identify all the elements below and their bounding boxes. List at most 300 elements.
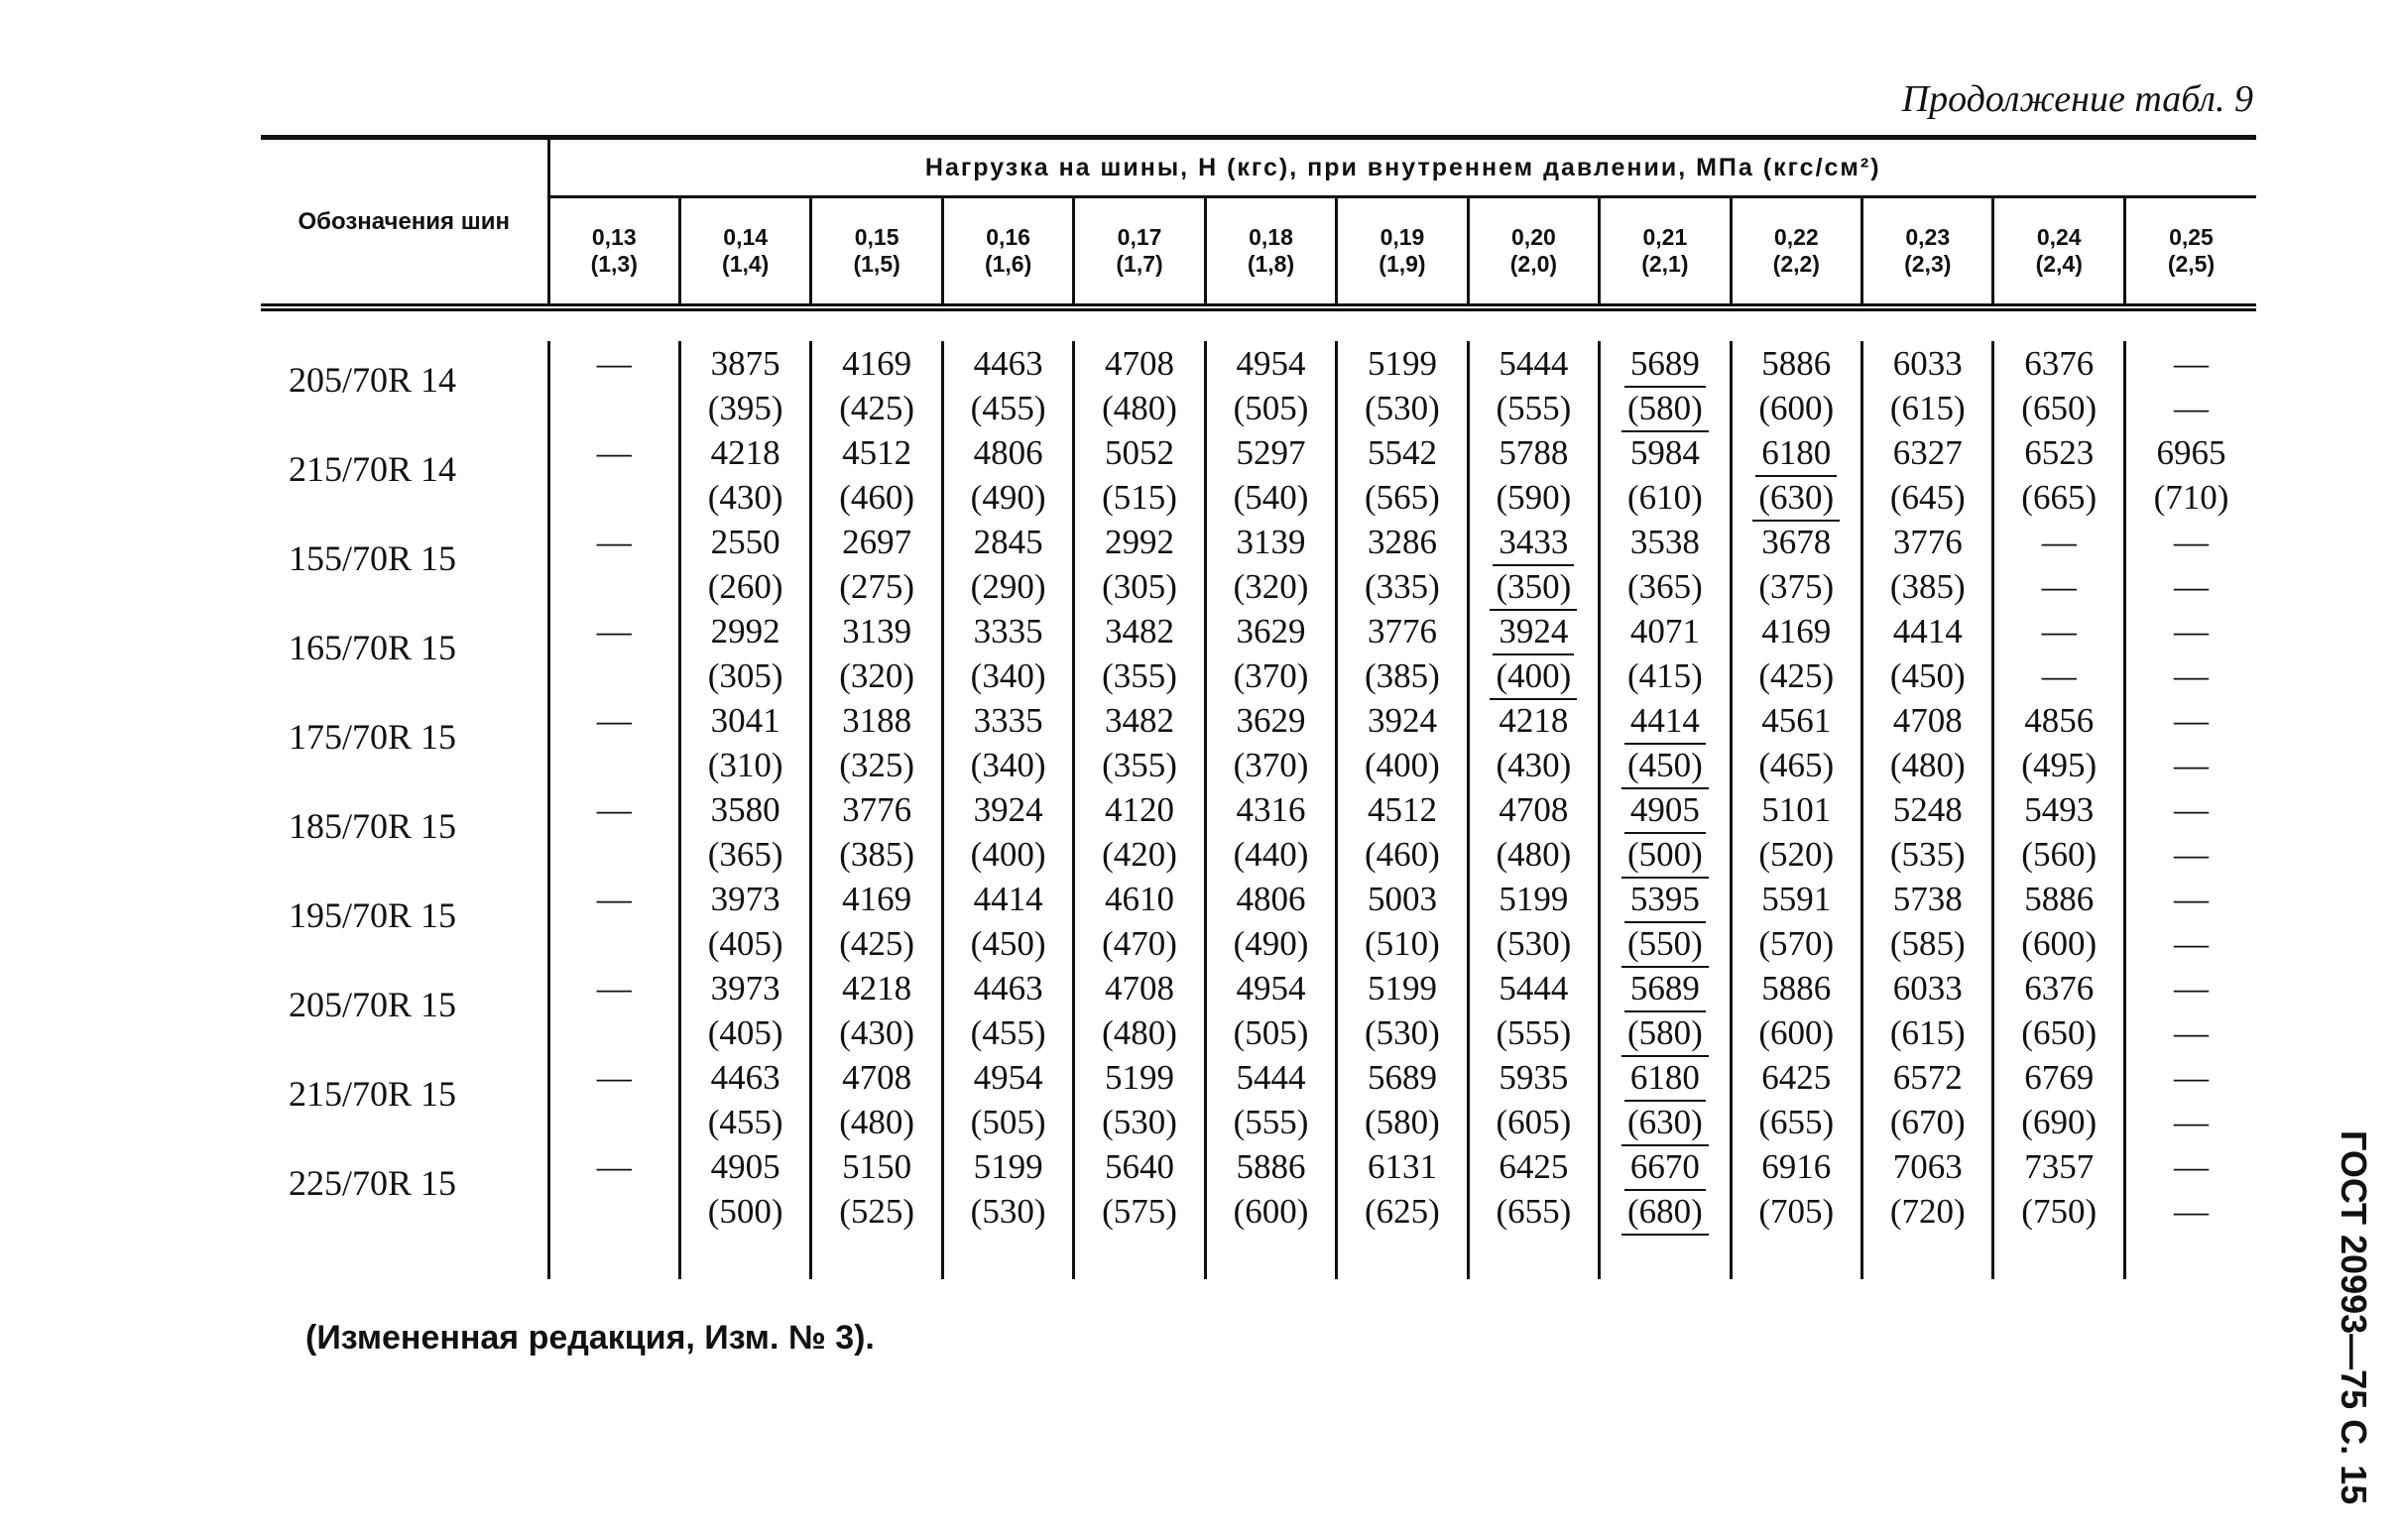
load-kgf: (625) xyxy=(1365,1192,1440,1231)
load-kgf: (480) xyxy=(1102,389,1177,427)
load-newtons: 5199 xyxy=(1367,344,1437,383)
load-newtons: 5003 xyxy=(1367,880,1437,918)
load-newtons: 2992 xyxy=(710,612,780,651)
load-cell xyxy=(1862,877,1993,966)
load-kgf: (305) xyxy=(707,656,783,695)
load-cell xyxy=(548,966,679,1055)
load-cell xyxy=(1731,520,1861,609)
load-cell xyxy=(1993,341,2124,430)
load-newtons: 5395 xyxy=(1624,880,1706,923)
load-kgf: (420) xyxy=(1102,835,1177,874)
load-newtons: 7357 xyxy=(2024,1147,2095,1186)
load-kgf: (365) xyxy=(707,835,783,874)
tire-designation: 215/70R 14 xyxy=(261,430,548,520)
load-kgf: (430) xyxy=(707,478,783,517)
load-newtons: 4954 xyxy=(1236,344,1306,383)
load-newtons: 4414 xyxy=(973,880,1043,918)
load-kgf: — xyxy=(2173,1103,2209,1141)
load-kgf: (615) xyxy=(1889,389,1966,427)
load-kgf: (340) xyxy=(970,656,1046,695)
load-kgf: (260) xyxy=(707,567,783,606)
load-kgf: (480) xyxy=(1102,1013,1177,1052)
load-cell xyxy=(548,341,679,430)
table-row xyxy=(261,966,2256,1055)
load-cell xyxy=(811,609,942,698)
load-cell xyxy=(1862,520,1993,609)
pressure-header xyxy=(548,197,679,308)
load-cell xyxy=(811,1144,942,1234)
load-newtons: 2845 xyxy=(973,523,1043,561)
load-kgf: (555) xyxy=(1233,1103,1309,1141)
load-kgf: (555) xyxy=(1496,389,1572,427)
pressure-header xyxy=(942,197,1073,308)
load-cell xyxy=(2124,520,2256,609)
load-cell xyxy=(1337,966,1468,1055)
table-row xyxy=(261,609,2256,698)
load-cell xyxy=(1074,877,1205,966)
load-newtons: 5493 xyxy=(2024,790,2095,829)
pressure-header xyxy=(2124,197,2256,308)
pressure-header xyxy=(1468,197,1599,308)
load-kgf: (425) xyxy=(839,389,915,427)
table-row xyxy=(261,698,2256,787)
load-cell xyxy=(1205,787,1336,877)
load-newtons: 5199 xyxy=(973,1147,1043,1186)
load-kgf: (690) xyxy=(2021,1103,2098,1141)
load-newtons: 6425 xyxy=(1499,1147,1569,1186)
pressure-kgf: (2,0) xyxy=(1509,251,1558,277)
load-kgf: (500) xyxy=(707,1192,783,1231)
load-kgf: (530) xyxy=(970,1192,1046,1231)
load-cell xyxy=(548,1144,679,1234)
load-cell xyxy=(1468,1144,1599,1234)
table-row xyxy=(261,430,2256,520)
load-kgf: (415) xyxy=(1626,656,1703,695)
load-newtons: 6670 xyxy=(1624,1147,1706,1191)
load-newtons: 3482 xyxy=(1105,701,1175,740)
load-newtons: — xyxy=(2173,701,2209,740)
load-newtons: 2992 xyxy=(1105,523,1175,561)
load-newtons: 3335 xyxy=(973,612,1043,651)
load-newtons: — xyxy=(2173,1058,2209,1097)
load-newtons: 3629 xyxy=(1236,701,1306,740)
load-newtons: 4512 xyxy=(1367,790,1437,829)
load-kgf: (530) xyxy=(1496,924,1572,963)
load-newtons: 6131 xyxy=(1367,1147,1437,1186)
tire-designation: 205/70R 15 xyxy=(261,966,548,1055)
load-cell xyxy=(1862,1144,1993,1234)
load-newtons: — xyxy=(596,1147,632,1186)
load-cell xyxy=(1205,1055,1336,1144)
load-kgf: (605) xyxy=(1496,1103,1572,1141)
load-newtons: — xyxy=(2173,523,2209,561)
load-cell xyxy=(1337,341,1468,430)
tire-designation-header: Обозначения шин xyxy=(261,138,548,308)
load-newtons: — xyxy=(596,880,632,918)
load-kgf: (495) xyxy=(2021,746,2098,784)
load-kgf: (325) xyxy=(839,746,915,784)
load-cell xyxy=(1468,787,1599,877)
load-kgf: (505) xyxy=(1233,389,1309,427)
load-cell xyxy=(942,966,1073,1055)
load-kgf: (425) xyxy=(839,924,915,963)
load-newtons: 4120 xyxy=(1105,790,1175,829)
load-newtons: — xyxy=(2041,612,2077,651)
load-kgf: (370) xyxy=(1233,656,1309,695)
load-kgf: (365) xyxy=(1626,567,1703,606)
load-cell xyxy=(1468,609,1599,698)
load-kgf: (600) xyxy=(1758,1013,1835,1052)
load-kgf: (290) xyxy=(970,567,1046,606)
load-cell xyxy=(1600,430,1731,520)
tire-designation: 175/70R 15 xyxy=(261,698,548,787)
load-cell xyxy=(1074,520,1205,609)
load-newtons: 3188 xyxy=(842,701,912,740)
load-newtons: 4463 xyxy=(710,1058,780,1097)
load-newtons: 4218 xyxy=(1499,701,1569,740)
load-cell xyxy=(1205,698,1336,787)
load-newtons: 4610 xyxy=(1105,880,1175,918)
load-newtons: 6769 xyxy=(2024,1058,2095,1097)
load-cell xyxy=(1468,430,1599,520)
load-newtons: 4905 xyxy=(1624,790,1706,834)
load-kgf: (585) xyxy=(1889,924,1966,963)
load-cell xyxy=(1862,1055,1993,1144)
load-cell xyxy=(679,1055,810,1144)
load-kgf: (630) xyxy=(1621,1103,1709,1146)
load-cell xyxy=(1731,966,1861,1055)
load-kgf: (455) xyxy=(970,389,1046,427)
load-cell xyxy=(942,520,1073,609)
load-kgf: (465) xyxy=(1758,746,1835,784)
load-newtons: 5199 xyxy=(1367,969,1437,1007)
load-kgf: (540) xyxy=(1233,478,1309,517)
load-kgf: (385) xyxy=(1889,567,1966,606)
load-newtons: 5886 xyxy=(1236,1147,1306,1186)
load-newtons: 6180 xyxy=(1624,1058,1706,1102)
load-kgf: (385) xyxy=(839,835,915,874)
load-kgf: (510) xyxy=(1365,924,1440,963)
load-cell xyxy=(1862,609,1993,698)
load-newtons: 3678 xyxy=(1761,523,1832,561)
load-newtons: 3776 xyxy=(1892,523,1963,561)
load-cell xyxy=(1993,1144,2124,1234)
load-cell xyxy=(1731,609,1861,698)
load-newtons: 6425 xyxy=(1761,1058,1832,1097)
pressure-mpa: 0,23 xyxy=(1905,224,1951,250)
load-cell xyxy=(679,1144,810,1234)
load-cell xyxy=(2124,1055,2256,1144)
load-kgf: (440) xyxy=(1233,835,1309,874)
load-kgf: (400) xyxy=(970,835,1046,874)
load-cell xyxy=(679,341,810,430)
pressure-kgf: (2,4) xyxy=(2035,251,2083,277)
load-kgf: (310) xyxy=(707,746,783,784)
load-newtons: 3924 xyxy=(1493,612,1574,655)
load-kgf: (630) xyxy=(1752,478,1840,522)
pressure-header xyxy=(1731,197,1861,308)
load-newtons: — xyxy=(596,1058,632,1097)
load-newtons: 7063 xyxy=(1892,1147,1963,1186)
load-cell xyxy=(2124,341,2256,430)
load-cell xyxy=(1468,877,1599,966)
load-newtons: 5788 xyxy=(1499,433,1569,472)
load-newtons: 3041 xyxy=(710,701,780,740)
load-newtons: 4414 xyxy=(1892,612,1963,651)
load-newtons: 3973 xyxy=(710,969,780,1007)
load-kgf: (515) xyxy=(1102,478,1177,517)
pressure-mpa: 0,15 xyxy=(854,224,900,250)
load-cell xyxy=(942,787,1073,877)
load-newtons: 3924 xyxy=(1367,701,1437,740)
load-newtons: 3580 xyxy=(710,790,780,829)
load-kgf: (430) xyxy=(839,1013,915,1052)
load-cell xyxy=(1337,698,1468,787)
load-newtons: 3286 xyxy=(1367,523,1437,561)
load-cell xyxy=(548,430,679,520)
load-newtons: — xyxy=(596,523,632,561)
pressure-kgf: (1,5) xyxy=(853,251,900,277)
load-kgf: (470) xyxy=(1102,924,1177,963)
pressure-mpa: 0,21 xyxy=(1642,224,1688,250)
load-cell xyxy=(811,787,942,877)
load-kgf: (505) xyxy=(1233,1013,1309,1052)
load-kgf: (480) xyxy=(1889,746,1966,784)
load-cell xyxy=(811,877,942,966)
load-cell xyxy=(1468,1055,1599,1144)
load-newtons: — xyxy=(2173,1147,2209,1186)
load-kgf: — xyxy=(2173,924,2209,963)
load-kgf: (480) xyxy=(1496,835,1572,874)
load-cell xyxy=(1731,341,1861,430)
load-cell xyxy=(1205,520,1336,609)
load-cell xyxy=(1337,877,1468,966)
load-newtons: 6572 xyxy=(1892,1058,1963,1097)
load-cell xyxy=(1600,877,1731,966)
load-cell xyxy=(2124,609,2256,698)
load-kgf: (530) xyxy=(1365,389,1440,427)
load-newtons: — xyxy=(2173,790,2209,829)
load-kgf: — xyxy=(2041,656,2077,695)
load-cell xyxy=(1600,341,1731,430)
pressure-header xyxy=(1862,197,1993,308)
load-cell xyxy=(942,1055,1073,1144)
load-kgf: (455) xyxy=(970,1013,1046,1052)
load-kgf: (550) xyxy=(1621,924,1709,968)
load-newtons: 6965 xyxy=(2156,433,2226,472)
pressure-header xyxy=(1993,197,2124,308)
load-newtons: 3924 xyxy=(973,790,1043,829)
load-cell xyxy=(2124,966,2256,1055)
load-kgf: (450) xyxy=(1621,746,1709,789)
tire-designation: 165/70R 15 xyxy=(261,609,548,698)
pressure-header xyxy=(811,197,942,308)
load-newtons: 6376 xyxy=(2024,969,2095,1007)
load-newtons: 4708 xyxy=(1105,969,1175,1007)
load-cell xyxy=(811,430,942,520)
table-body xyxy=(261,341,2256,1279)
load-newtons: 5935 xyxy=(1499,1058,1569,1097)
load-kgf: (490) xyxy=(970,478,1046,517)
pressure-kgf: (1,9) xyxy=(1379,251,1426,277)
tire-designation: 215/70R 15 xyxy=(261,1055,548,1144)
load-kgf: (460) xyxy=(1365,835,1440,874)
load-kgf: (670) xyxy=(1889,1103,1966,1141)
pressure-mpa: 0,19 xyxy=(1379,224,1425,250)
pressure-mpa: 0,13 xyxy=(591,224,637,250)
load-newtons: — xyxy=(596,344,632,383)
load-newtons: 5886 xyxy=(1761,344,1832,383)
load-kgf: (580) xyxy=(1621,389,1709,432)
load-cell xyxy=(1731,877,1861,966)
load-kgf: (460) xyxy=(839,478,915,517)
load-cell xyxy=(1074,609,1205,698)
load-cell xyxy=(1993,787,2124,877)
load-kgf: (340) xyxy=(970,746,1046,784)
load-newtons: 5052 xyxy=(1105,433,1175,472)
load-kgf: (580) xyxy=(1365,1103,1440,1141)
load-newtons: 4708 xyxy=(1499,790,1569,829)
load-cell xyxy=(1074,966,1205,1055)
pressure-kgf: (2,5) xyxy=(2167,251,2216,277)
load-kgf: (720) xyxy=(1889,1192,1966,1231)
load-cell xyxy=(1468,966,1599,1055)
load-kgf: (655) xyxy=(1758,1103,1835,1141)
load-newtons: 5542 xyxy=(1367,433,1437,472)
load-newtons: 4905 xyxy=(710,1147,780,1186)
table-continuation-caption: Продолжение табл. 9 xyxy=(1901,78,2253,120)
load-kgf: (450) xyxy=(970,924,1046,963)
tire-designation: 185/70R 15 xyxy=(261,787,548,877)
load-newtons: 6033 xyxy=(1892,344,1963,383)
load-cell xyxy=(1731,1144,1861,1234)
pressure-kgf: (2,3) xyxy=(1904,251,1952,277)
load-newtons: 2550 xyxy=(710,523,780,561)
load-kgf: (400) xyxy=(1490,656,1577,700)
load-cell xyxy=(1074,430,1205,520)
load-newtons: 6327 xyxy=(1892,433,1963,472)
load-kgf: (405) xyxy=(707,1013,783,1052)
load-kgf: (320) xyxy=(839,656,915,695)
load-newtons: 3139 xyxy=(1236,523,1306,561)
load-cell xyxy=(2124,1144,2256,1234)
table-row xyxy=(261,1144,2256,1234)
pressure-kgf: (1,7) xyxy=(1116,251,1163,277)
load-kgf: (375) xyxy=(1758,567,1835,606)
load-newtons: 5984 xyxy=(1629,433,1700,472)
load-kgf: (520) xyxy=(1758,835,1835,874)
load-cell xyxy=(1993,520,2124,609)
load-newtons: 4708 xyxy=(1105,344,1175,383)
load-newtons: 4169 xyxy=(842,344,912,383)
load-kgf: (560) xyxy=(2021,835,2098,874)
load-cell xyxy=(1731,787,1861,877)
load-cell xyxy=(1600,1055,1731,1144)
load-newtons: 4954 xyxy=(1236,969,1306,1007)
load-newtons: 6916 xyxy=(1761,1147,1832,1186)
load-kgf: (530) xyxy=(1365,1013,1440,1052)
tire-designation: 205/70R 14 xyxy=(261,341,548,430)
load-newtons: — xyxy=(596,790,632,829)
load-cell xyxy=(1468,698,1599,787)
load-kgf: (305) xyxy=(1102,567,1177,606)
pressure-header xyxy=(1205,197,1336,308)
pressure-header xyxy=(1337,197,1468,308)
pressure-kgf: (1,8) xyxy=(1247,251,1295,277)
load-cell xyxy=(679,430,810,520)
load-kgf: (350) xyxy=(1490,567,1577,611)
pressure-mpa: 0,16 xyxy=(986,224,1030,250)
load-newtons: 5199 xyxy=(1499,880,1569,918)
pressure-kgf: (1,4) xyxy=(722,251,770,277)
load-cell xyxy=(942,698,1073,787)
pressure-kgf: (1,3) xyxy=(590,251,638,277)
load-cell xyxy=(2124,430,2256,520)
load-newtons: 4463 xyxy=(973,344,1043,383)
load-cell xyxy=(679,787,810,877)
load-cell xyxy=(548,877,679,966)
load-cell xyxy=(2124,698,2256,787)
load-kgf: (500) xyxy=(1621,835,1709,879)
load-cell xyxy=(1862,430,1993,520)
load-cell xyxy=(1862,698,1993,787)
load-newtons: 5591 xyxy=(1761,880,1832,918)
load-cell xyxy=(679,520,810,609)
pressure-mpa: 0,18 xyxy=(1249,224,1293,250)
load-kgf: (530) xyxy=(1102,1103,1177,1141)
load-newtons: — xyxy=(2041,523,2077,561)
load-cell xyxy=(1205,609,1336,698)
load-newtons: 5689 xyxy=(1624,969,1706,1012)
load-newtons: 4169 xyxy=(1761,612,1832,651)
load-kgf: (430) xyxy=(1496,746,1572,784)
load-newtons: 4708 xyxy=(1892,701,1963,740)
load-cell xyxy=(1205,966,1336,1055)
load-cell xyxy=(1074,1055,1205,1144)
load-cell xyxy=(1600,787,1731,877)
load-newtons: 4954 xyxy=(973,1058,1043,1097)
load-newtons: — xyxy=(596,969,632,1007)
load-kgf: — xyxy=(2041,567,2077,606)
load-newtons: 5886 xyxy=(1761,969,1832,1007)
pressure-kgf: (2,1) xyxy=(1641,251,1689,277)
load-kgf: (555) xyxy=(1496,1013,1572,1052)
load-cell xyxy=(1205,430,1336,520)
load-cell xyxy=(811,966,942,1055)
pressure-header xyxy=(1600,197,1731,308)
load-kgf: (425) xyxy=(1758,656,1835,695)
load-cell xyxy=(1205,341,1336,430)
load-newtons: 4806 xyxy=(973,433,1043,472)
load-kgf: (275) xyxy=(839,567,915,606)
load-kgf: (645) xyxy=(1889,478,1966,517)
load-kgf: (320) xyxy=(1233,567,1309,606)
pressure-mpa: 0,20 xyxy=(1511,224,1556,250)
load-kgf: (355) xyxy=(1102,656,1177,695)
load-kgf: (370) xyxy=(1233,746,1309,784)
load-cell xyxy=(811,698,942,787)
pressure-kgf: (2,2) xyxy=(1772,251,1820,277)
load-cell xyxy=(811,1055,942,1144)
load-kgf: (610) xyxy=(1626,478,1703,517)
load-cell xyxy=(811,341,942,430)
load-cell xyxy=(1337,1055,1468,1144)
load-kgf: (600) xyxy=(1233,1192,1309,1231)
load-kgf: (400) xyxy=(1365,746,1440,784)
load-header: Нагрузка на шины, Н (кгс), при внутреннем давлении, МПа (кгс/см²) xyxy=(548,138,2256,197)
load-newtons: 5297 xyxy=(1236,433,1306,472)
pressure-header-row xyxy=(261,197,2256,308)
